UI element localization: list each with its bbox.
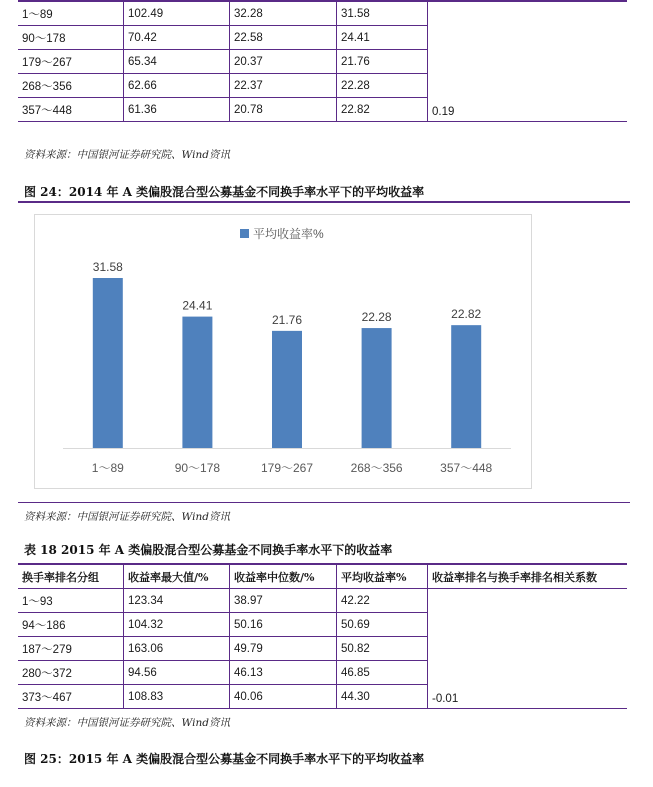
table-cell: 50.16: [230, 613, 337, 637]
table-cell: 104.32: [124, 613, 230, 637]
table-cell: 50.69: [337, 613, 428, 637]
turnover-table-2015: [18, 563, 627, 709]
table-cell: 50.82: [337, 637, 428, 661]
table-cell: 123.34: [124, 589, 230, 613]
table-cell: 94～186: [18, 613, 124, 637]
table-cell: 65.34: [124, 50, 230, 74]
source-note: 资料来源：中国银河证券研究院、Wind资讯: [24, 149, 230, 161]
table-cell: 24.41: [337, 26, 428, 50]
table-cell: 90～178: [18, 26, 124, 50]
bar-0: [93, 278, 123, 448]
table-cell: 46.85: [337, 661, 428, 685]
table-caption: 表 18 2015 年 A 类偏股混合型公募基金不同换手率水平下的收益率: [24, 543, 393, 557]
table-cell: 62.66: [124, 74, 230, 98]
x-tick-label-4: 357～448: [440, 461, 493, 475]
bar-chart-2014: [34, 214, 532, 489]
table-cell: 20.78: [230, 98, 337, 122]
table-cell: 70.42: [124, 26, 230, 50]
table-cell: 61.36: [124, 98, 230, 122]
source-note: 资料来源：中国银河证券研究院、Wind资讯: [24, 511, 230, 523]
data-label-3: 22.28: [361, 310, 392, 325]
table-cell: 40.06: [230, 685, 337, 709]
table-cell: 31.58: [337, 1, 428, 26]
x-tick-label-1: 90～178: [174, 461, 221, 475]
table-cell: 44.30: [337, 685, 428, 709]
table-cell: 357～448: [18, 98, 124, 122]
column-header: 收益率排名与换手率排名相关系数: [428, 564, 628, 589]
bar-3: [362, 328, 392, 448]
table-cell: 163.06: [124, 637, 230, 661]
figure-caption: 图 24：2014 年 A 类偏股混合型公募基金不同换手率水平下的平均收益率: [24, 185, 425, 199]
table-cell: 46.13: [230, 661, 337, 685]
table-cell: 187～279: [18, 637, 124, 661]
data-label-4: 22.82: [451, 307, 482, 322]
table-cell: 38.97: [230, 589, 337, 613]
table-cell: 22.37: [230, 74, 337, 98]
table-cell: 20.37: [230, 50, 337, 74]
figure-bottom-rule: [18, 502, 630, 503]
correlation-cell: -0.01: [428, 589, 628, 709]
x-tick-label-0: 1～89: [91, 461, 124, 475]
column-header: 换手率排名分组: [18, 564, 124, 589]
caption-rule: [18, 201, 630, 203]
table-cell: 1～89: [18, 1, 124, 26]
table-cell: 94.56: [124, 661, 230, 685]
data-label-0: 31.58: [92, 260, 123, 274]
source-note: 资料来源：中国银河证券研究院、Wind资讯: [24, 717, 230, 729]
table-cell: 268～356: [18, 74, 124, 98]
legend-label: 平均收益率%: [253, 227, 324, 241]
bar-2: [272, 331, 302, 448]
figure-caption: 图 25：2015 年 A 类偏股混合型公募基金不同换手率水平下的平均收益率: [24, 752, 425, 766]
column-header: 收益率中位数/%: [230, 564, 337, 589]
x-tick-label-2: 179～267: [260, 461, 314, 475]
turnover-table-2014: [18, 0, 627, 122]
bar-4: [451, 325, 481, 448]
table-cell: 42.22: [337, 589, 428, 613]
column-header: 平均收益率%: [337, 564, 428, 589]
table-row: [18, 589, 627, 613]
table-cell: 32.28: [230, 1, 337, 26]
table-cell: 373～467: [18, 685, 124, 709]
column-header: 收益率最大值/%: [124, 564, 230, 589]
x-tick-label-3: 268～356: [350, 461, 403, 475]
table-header-row: [18, 564, 627, 589]
data-label-1: 24.41: [182, 298, 213, 313]
bar-1: [182, 317, 212, 448]
table-cell: 179～267: [18, 50, 124, 74]
table-cell: 280～372: [18, 661, 124, 685]
table-cell: 102.49: [124, 1, 230, 26]
table-cell: 22.82: [337, 98, 428, 122]
table-cell: 49.79: [230, 637, 337, 661]
chart-plot: [35, 215, 531, 488]
data-label-2: 21.76: [271, 312, 303, 327]
correlation-cell: 0.19: [428, 1, 628, 122]
table-cell: 22.28: [337, 74, 428, 98]
table-row: [18, 1, 627, 26]
table-cell: 21.76: [337, 50, 428, 74]
table-cell: 22.58: [230, 26, 337, 50]
table-cell: 108.83: [124, 685, 230, 709]
table-cell: 1～93: [18, 589, 124, 613]
